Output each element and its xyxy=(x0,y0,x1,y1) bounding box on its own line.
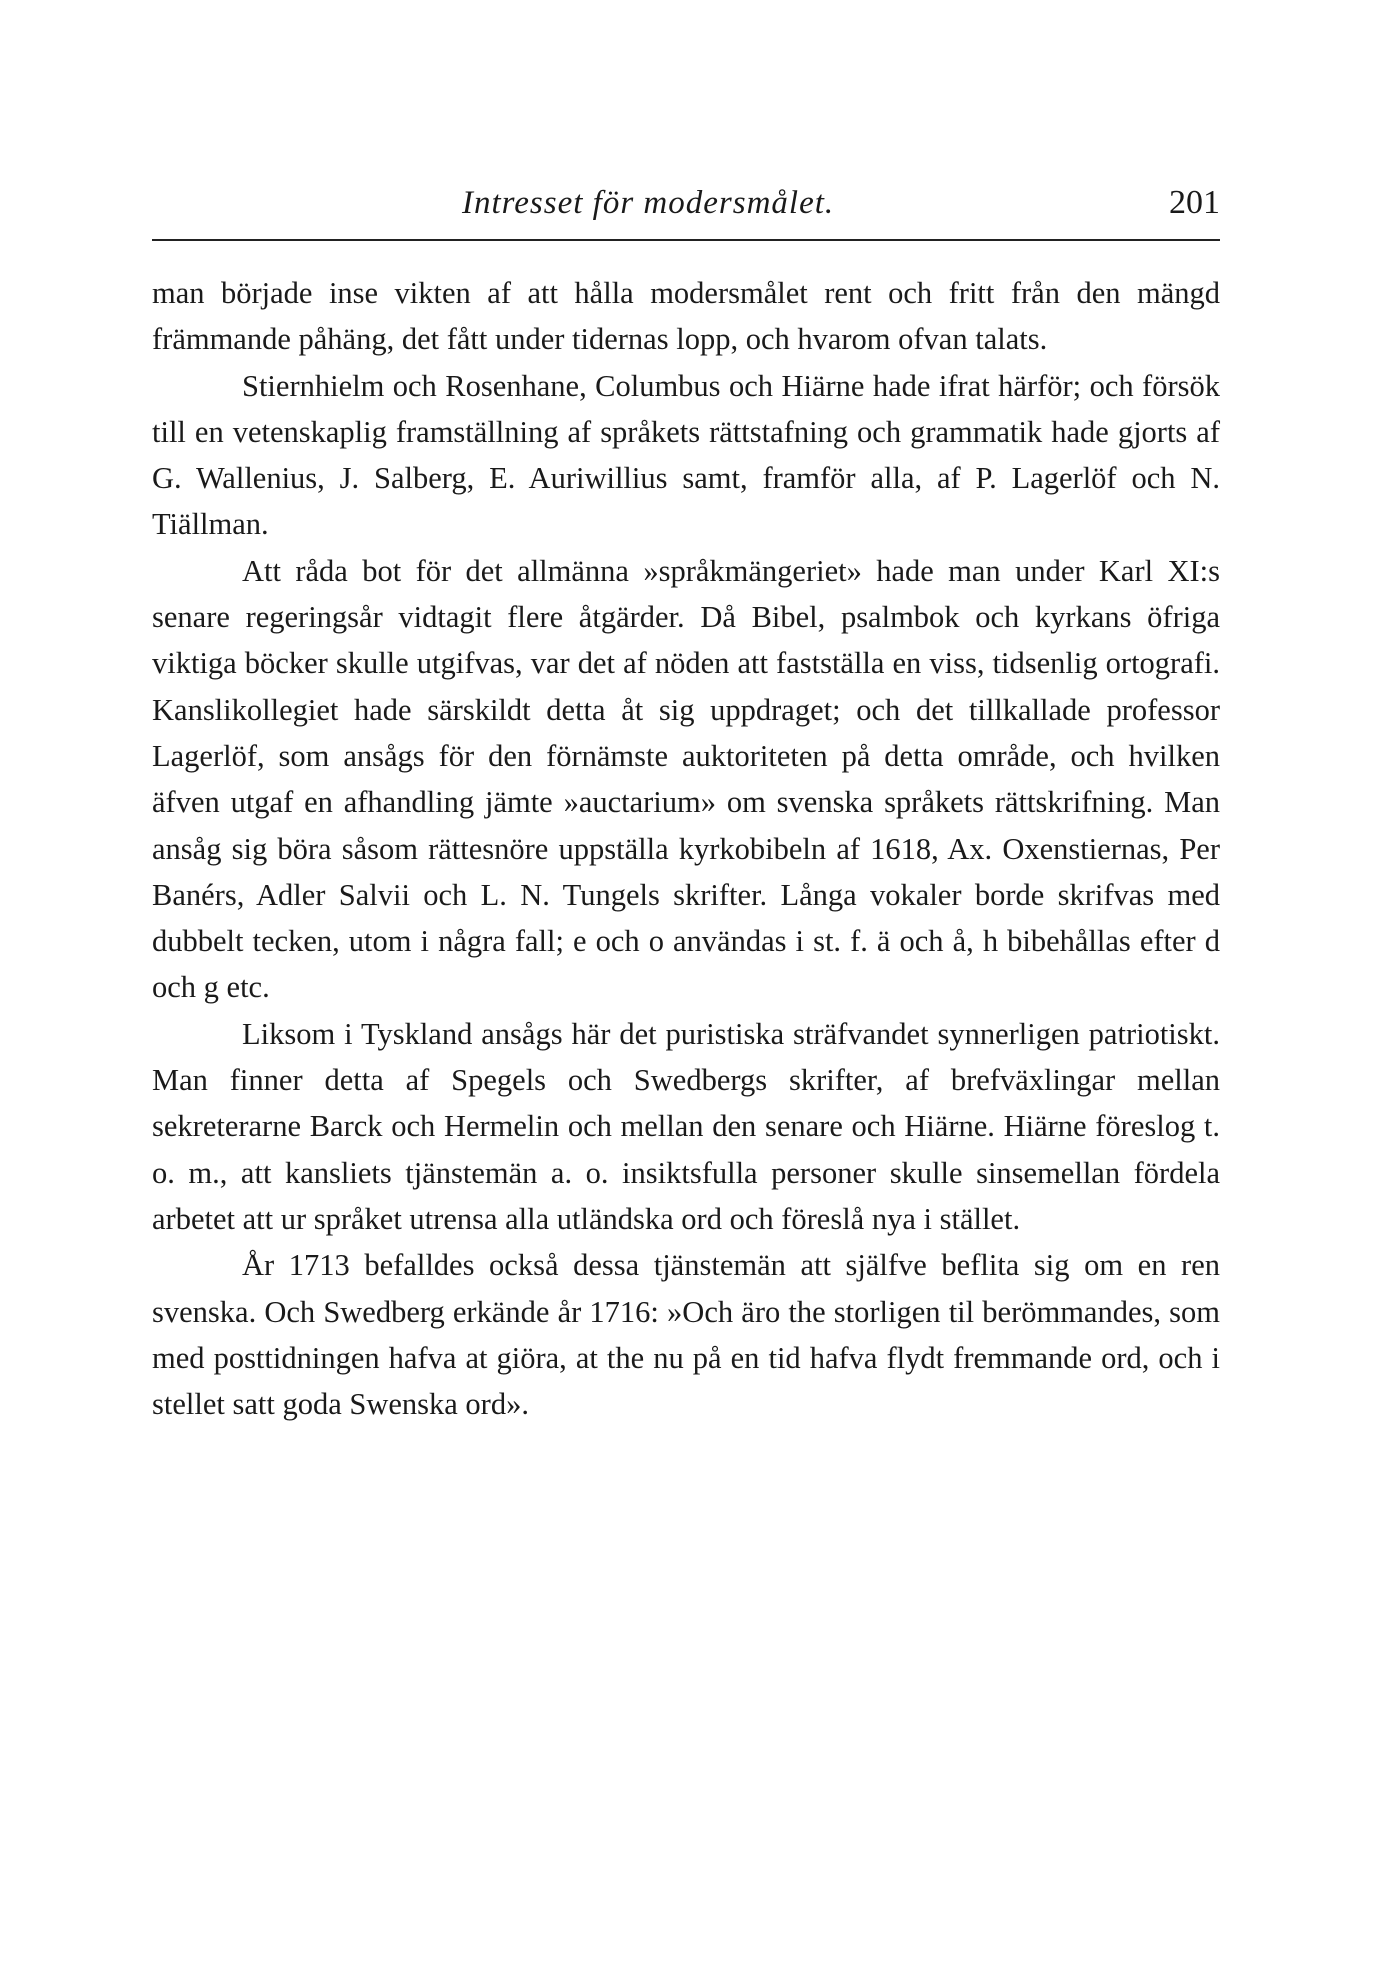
paragraph-continuation: man började inse vikten af att hålla modersmålet rent och fritt från den mängd främmande påhäng, det fått under tidernas lopp, och hvarom ofvan talats. xyxy=(152,276,1220,357)
running-title: Intresset för modersmålet. xyxy=(462,185,835,221)
running-head xyxy=(152,178,1220,228)
paragraph: Stiernhielm och Rosenhane, Columbus och Hiärne hade ifrat härför; och försök till en vetenskaplig framställning af språkets rättstafning och grammatik hade gjorts af G. Wallenius, J. Salberg, E. Auriwillius samt, framför alla, af P. Lagerlöf och N. Tiällman. xyxy=(152,368,1220,542)
paragraph: Liksom i Tyskland ansågs här det puristiska sträfvandet synnerligen patriotiskt. Man finner detta af Spegels och Swedbergs skrifter, af brefväxlingar mellan sekreterarne Barck och Hermelin och mellan den senare och Hiärne. Hiärne föreslog t. o. m., att kansliets tjänstemän a. o. insiktsfulla personer skulle sinsemellan fördela arbetet att ur språket utrensa alla utländska ord och föreslå nya i stället. xyxy=(152,1016,1220,1236)
paragraph: Att råda bot för det allmänna »språkmängeriet» hade man under Karl XI:s senare regeringsår vidtagit flere åtgärder. Då Bibel, psalmbok och kyrkans öfriga viktiga böcker skulle utgifvas, var det af nöden att fastställa en viss, tidsenlig ortografi. Kanslikollegiet hade särskildt detta åt sig uppdraget; och det tillkallade professor Lagerlöf, som ansågs för den förnämste auktoriteten på detta område, och hvilken äfven utgaf en afhandling jämte »auctarium» om svenska språkets rättskrifning. Man ansåg sig böra såsom rättesnöre uppställa kyrkobibeln af 1618, Ax. Oxenstiernas, Per Banérs, Adler Salvii och L. N. Tungels skrifter. Långa vokaler borde skrifvas med dubbelt tecken, utom i några fall; e och o användas i st. f. ä och å, h bibehållas efter d och g etc. xyxy=(152,553,1220,1005)
paragraph: År 1713 befalldes också dessa tjänstemän att själfve beflita sig om en ren svenska. Och Swedberg erkände år 1716: »Och äro the storligen til berömmandes, som med posttidningen hafva at giöra, at the nu på en tid hafva flydt fremmande ord, och i stellet satt goda Swenska ord». xyxy=(152,1248,1220,1422)
body-text xyxy=(152,270,1220,1427)
header-rule xyxy=(152,239,1220,241)
page-number: 201 xyxy=(1169,184,1220,221)
book-page xyxy=(152,0,1220,1970)
